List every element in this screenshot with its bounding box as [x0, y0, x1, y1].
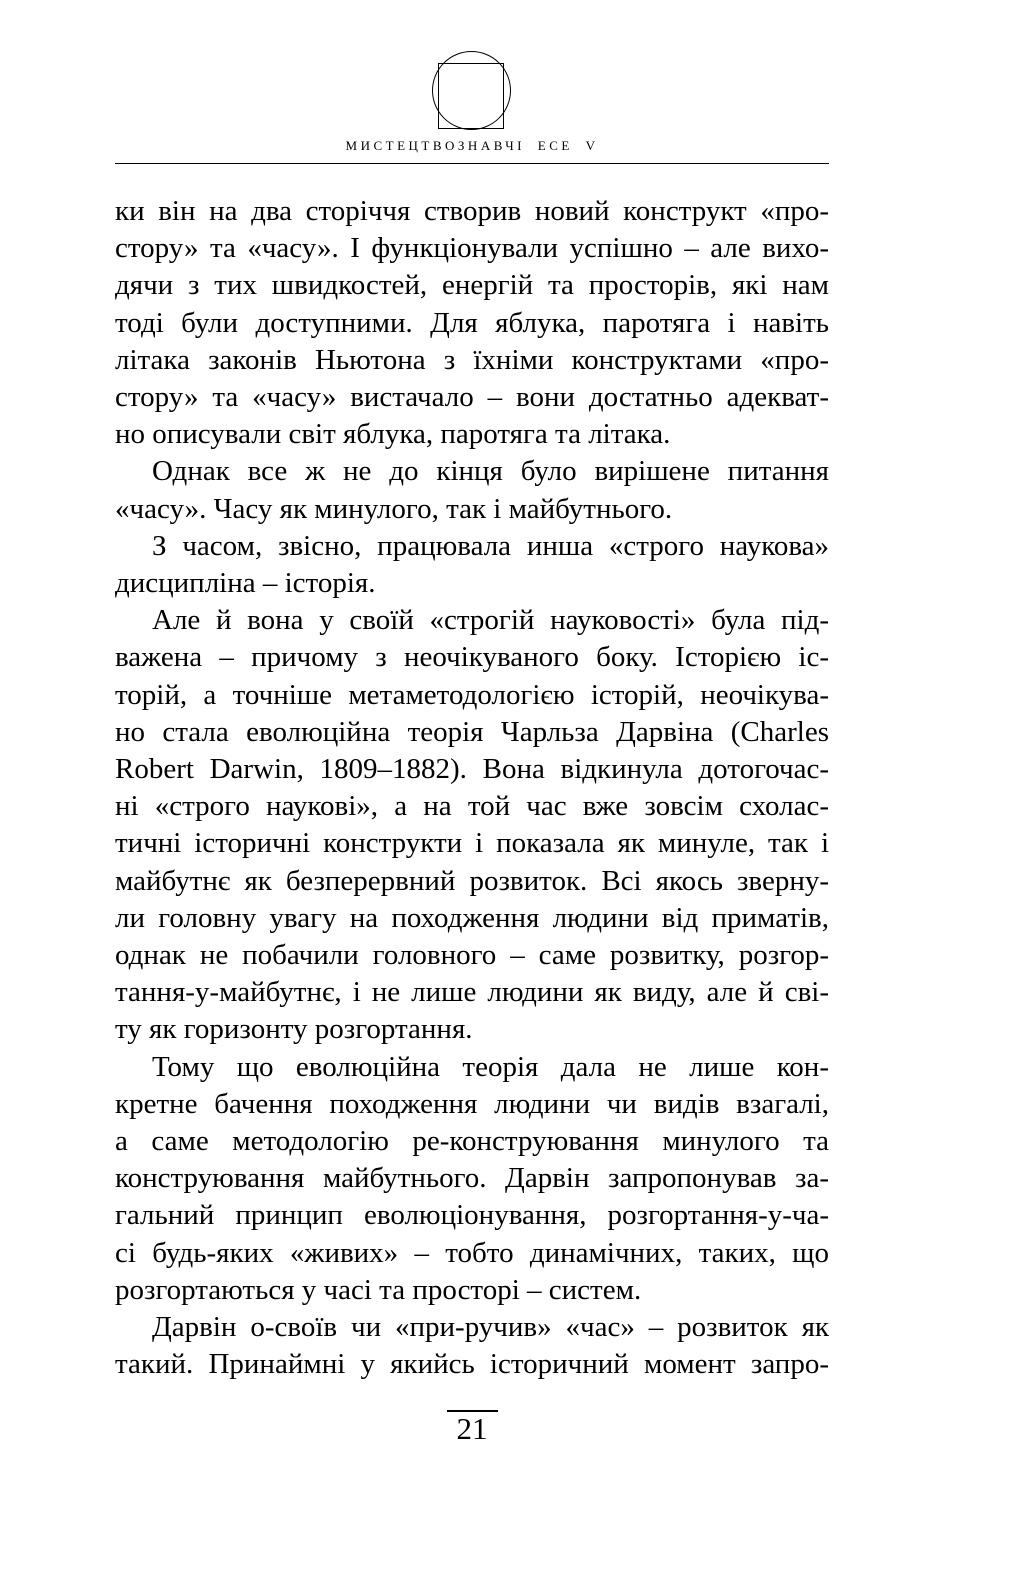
text-line: Robert Darwin, 1809–1882). Вона відкинула дотогочас- — [115, 753, 829, 786]
text-line: конструювання майбутнього. Дарвін запропонував за- — [115, 1162, 829, 1195]
text-line: но описували світ яблука, паротяга та літака. — [115, 418, 671, 451]
page-number: 21 — [456, 1410, 488, 1446]
text-line: а саме методологію ре-конструювання минулого та — [115, 1125, 829, 1158]
text-line: тичні історичні конструкти і показала як минуле, так і — [115, 827, 829, 860]
running-title: МИСТЕЦТВОЗНАВЧІ ЕСЕ V — [345, 138, 599, 153]
text-line: такий. Принаймні у якийсь історичний момент запро- — [115, 1348, 829, 1381]
text-line: Однак все ж не до кінця було вирішене питання — [152, 455, 829, 488]
header-rule — [115, 163, 829, 164]
text-line: сі будь-яких «живих» – тобто динамічних, таких, що — [115, 1236, 829, 1269]
page-footer — [115, 1410, 829, 1446]
book-page — [115, 0, 829, 1446]
text-line: літака законів Ньютона з їхніми конструктами «про- — [115, 343, 829, 376]
text-line: майбутнє як безперервний розвиток. Всі якось зверну- — [115, 864, 829, 897]
text-line: ки він на два сторіччя створив новий конструкт «про- — [115, 195, 829, 227]
text-line: стору» та «часу» вистачало – вони достатньо адекват- — [115, 381, 829, 414]
text-line: Дарвін о-своїв чи «при-ручив» «час» – розвиток як — [152, 1311, 829, 1344]
page-header — [115, 51, 829, 164]
text-line: дячи з тих швидкостей, енергій та просторів, які нам — [115, 269, 829, 302]
text-line: но стала еволюційна теорія Чарльза Дарвіна (Charles — [115, 715, 829, 748]
text-line: дисципліна – історія. — [115, 567, 376, 600]
text-line: Тому що еволюційна теорія дала не лише кон- — [152, 1050, 829, 1083]
text-line: «часу». Часу як минулого, так і майбутнього. — [115, 492, 673, 525]
text-line: ні «строго наукові», а на той час вже зовсім схолас- — [115, 790, 829, 823]
text-line: ту як горизонту розгортання. — [115, 1013, 473, 1046]
text-line: важена – причому з неочікуваного боку. Історією іс- — [115, 641, 829, 674]
text-line: кретне бачення походження людини чи видів взагалі, — [115, 1087, 829, 1120]
text-line: стору» та «часу». І функціонували успішно – але вихо- — [115, 232, 829, 265]
text-line: З часом, звісно, працювала инша «строго наукова» — [152, 529, 829, 562]
text-line: тання-у-майбутнє, і не лише людини як виду, але й сві- — [115, 976, 829, 1009]
text-line: торій, а точніше метаметодологією історій, неочікува- — [115, 678, 829, 711]
text-line: розгортаються у часі та просторі – систем. — [115, 1273, 642, 1306]
body-text — [115, 193, 829, 1384]
text-line: Але й вона у своїй «строгій науковості» була під- — [152, 604, 829, 637]
logo-square — [438, 63, 504, 129]
text-line: однак не побачили головного – саме розвитку, розгор- — [115, 939, 829, 972]
text-line: ли головну увагу на походження людини від приматів, — [115, 901, 829, 934]
text-line: тоді були доступними. Для яблука, паротяга і навіть — [115, 306, 829, 339]
text-line: гальний принцип еволюціонування, розгортання-у-ча- — [115, 1199, 829, 1232]
circle-square-logo-icon — [432, 51, 512, 130]
